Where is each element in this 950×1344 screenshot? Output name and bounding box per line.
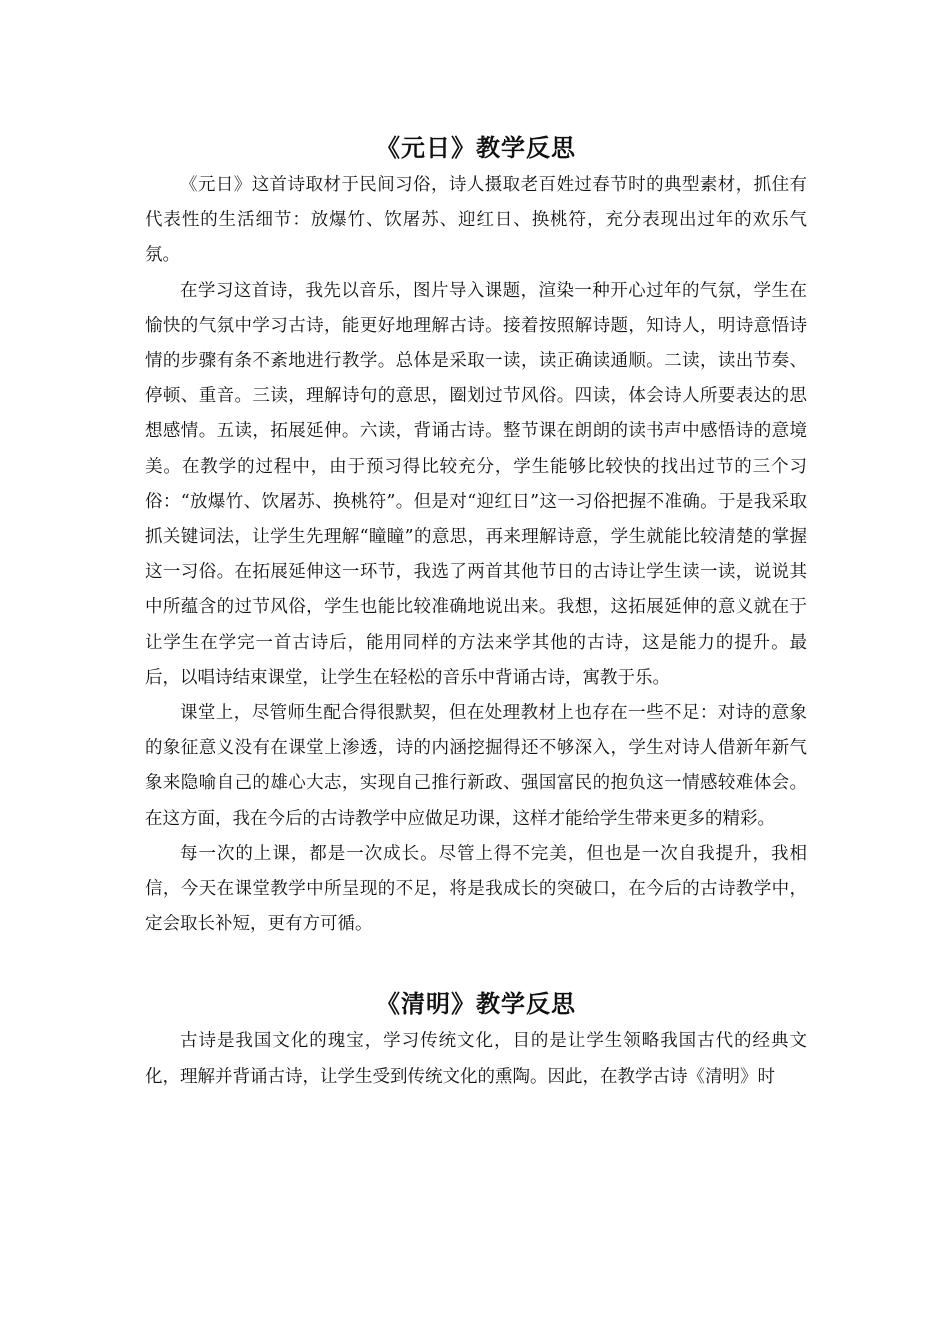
paragraph: 在学习这首诗，我先以音乐，图片导入课题，渲染一种开心过年的气氛，学生在愉快的气氛中学习古诗，能更好地理解古诗。接着按照解诗题，知诗人，明诗意悟诗情的步骤有条不紊地进行教学。总体是采取一读，读正确读通顺。二读，读出节奏、停顿、重音。三读，理解诗句的意思，圈划过节风俗。四读，体会诗人所要表达的思想感情。五读，拓展延伸。六读，背诵古诗。整节课在朗朗的读书声中感悟诗的意境美。在教学的过程中，由于预习得比较充分，学生能够比较快的找出过节的三个习俗：“放爆竹、饮屠苏、换桃符”。但是对“迎红日”这一习俗把握不准确。于是我采取抓关键词法，让学生先理解“瞳瞳”的意思，再来理解诗意，学生就能比较清楚的掌握这一习俗。在拓展延伸这一环节，我选了两首其他节日的古诗让学生读一读，说说其中所蕴含的过节风俗，学生也能比较准确地说出来。我想，这拓展延伸的意义就在于让学生在学完一首古诗后，能用同样的方法来学其他的古诗，这是能力的提升。最后，以唱诗结束课堂，让学生在轻松的音乐中背诵古诗，寓教于乐。 bbox=[145, 280, 807, 688]
paragraph: 《元日》这首诗取材于民间习俗，诗人摄取老百姓过春节时的典型素材，抓住有代表性的生活细节：放爆竹、饮屠苏、迎红日、换桃符，充分表现出过年的欢乐气氛。 bbox=[145, 175, 807, 266]
section-title: 《清明》教学反思 bbox=[376, 989, 576, 1019]
section-gap bbox=[145, 942, 807, 984]
paragraph: 每一次的上课，都是一次成长。尽管上得不完美，但也是一次自我提升，我相信，今天在课堂教学中所呈现的不足，将是我成长的突破口，在今后的古诗教学中，定会取长补短，更有方可循。 bbox=[145, 843, 807, 935]
paragraph: 课堂上，尽管师生配合得很默契，但在处理教材上也存在一些不足：对诗的意象的象征意义没有在课堂上渗透，诗的内涵挖掘得还不够深入，学生对诗人借新年新气象来隐喻自己的雄心大志，实现自己推行新政、强国富民的抱负这一情感较难体会。在这方面，我在今后的古诗教学中应做足功课，这样才能给学生带来更多的精彩。 bbox=[145, 703, 807, 829]
section-title: 《元日》教学反思 bbox=[376, 133, 576, 162]
paragraph: 古诗是我国文化的瑰宝，学习传统文化，目的是让学生领略我国古代的经典文化，理解并背诵古诗，让学生受到传统文化的熏陶。因此，在教学古诗《清明》时 bbox=[145, 1031, 807, 1087]
section-qingming bbox=[145, 984, 807, 1094]
document-page bbox=[145, 128, 807, 1095]
section-yuanri bbox=[145, 128, 807, 942]
